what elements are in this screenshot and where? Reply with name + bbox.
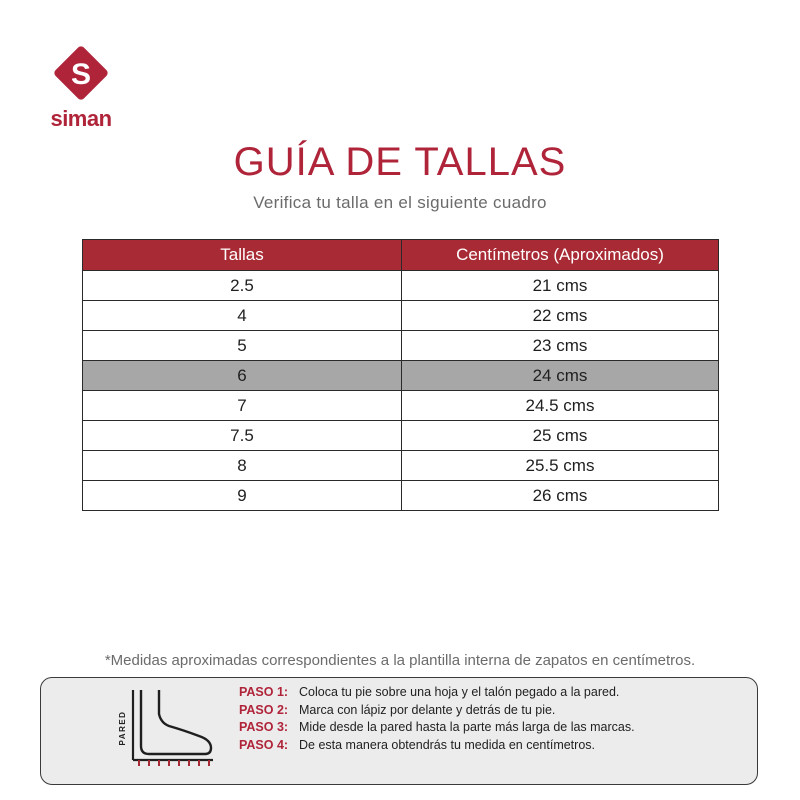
step-item <box>239 737 635 755</box>
table-row <box>83 451 719 481</box>
centimeters-cell: 23 cms <box>402 331 719 361</box>
size-cell: 8 <box>83 451 402 481</box>
page-subtitle: Verifica tu talla en el siguiente cuadro <box>253 193 547 212</box>
step-item <box>239 719 635 737</box>
size-cell: 7 <box>83 391 402 421</box>
brand-name: siman <box>50 106 112 131</box>
size-cell: 6 <box>83 361 402 391</box>
step-text: Coloca tu pie sobre una hoja y el talón pegado a la pared. <box>299 685 620 699</box>
table-row <box>83 271 719 301</box>
size-cell: 7.5 <box>83 421 402 451</box>
centimeters-cell: 24.5 cms <box>402 391 719 421</box>
step-item <box>239 684 635 702</box>
step-item <box>239 702 635 720</box>
siman-logo <box>44 42 124 134</box>
size-cell: 9 <box>83 481 402 511</box>
step-text: De esta manera obtendrás tu medida en centímetros. <box>299 737 595 752</box>
wall-label: PARED <box>118 710 127 746</box>
table-header-row <box>83 240 719 271</box>
table-row <box>83 361 719 391</box>
size-cell: 2.5 <box>83 271 402 301</box>
centimeters-cell: 24 cms <box>402 361 719 391</box>
logo-letter: S <box>70 58 92 91</box>
step-text: Mide desde la pared hasta la parte más larga de las marcas. <box>299 720 635 734</box>
step-label: PASO 2: <box>239 702 289 717</box>
centimeters-cell: 25.5 cms <box>402 451 719 481</box>
size-guide-table <box>82 239 719 511</box>
step-label: PASO 3: <box>239 720 289 734</box>
centimeters-cell: 26 cms <box>402 481 719 511</box>
table-row <box>83 481 719 511</box>
steps-list <box>239 684 635 754</box>
header-tallas: Tallas <box>83 240 402 271</box>
header-centimetros: Centímetros (Aproximados) <box>402 240 719 271</box>
centimeters-cell: 22 cms <box>402 301 719 331</box>
step-label: PASO 4: <box>239 737 289 752</box>
step-label: PASO 1: <box>239 685 289 699</box>
table-row <box>83 391 719 421</box>
table-row <box>83 331 719 361</box>
instructions-box <box>40 677 758 785</box>
page-title: GUÍA DE TALLAS <box>233 140 567 184</box>
size-cell: 5 <box>83 331 402 361</box>
table-row <box>83 301 719 331</box>
siman-logo-icon <box>50 42 112 104</box>
size-cell: 4 <box>83 301 402 331</box>
step-text: Marca con lápiz por delante y detrás de tu pie. <box>299 702 556 717</box>
centimeters-cell: 21 cms <box>402 271 719 301</box>
table-row <box>83 421 719 451</box>
footnote: *Medidas aproximadas correspondientes a la plantilla interna de zapatos en centímetros. <box>104 652 696 669</box>
centimeters-cell: 25 cms <box>402 421 719 451</box>
foot-against-wall-icon <box>113 686 223 778</box>
size-table-body <box>83 271 719 511</box>
